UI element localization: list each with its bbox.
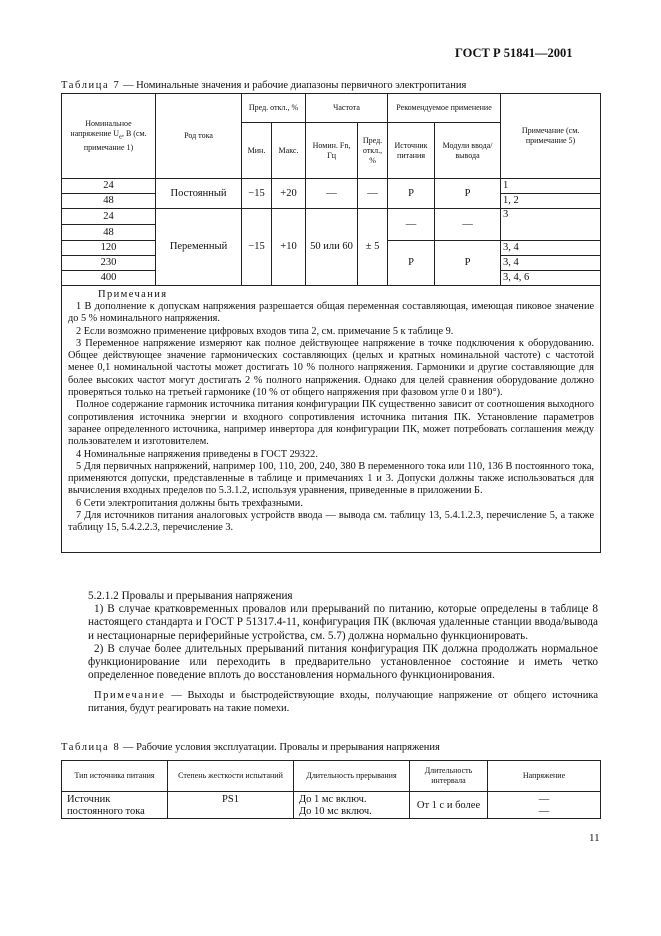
th-voltage: Напряжение: [488, 761, 601, 792]
th-current-type: Род тока: [156, 94, 242, 179]
note-1: 1 В дополнение к допускам напряжения разрешается общая переменная составляющая, имеющая пиковое значение до 5 % номинального напряжения.: [68, 301, 595, 325]
section-heading: 5.2.1.2 Провалы и прерывания напряжения: [88, 590, 293, 602]
table-cell: —: [435, 209, 501, 241]
table-cell: +10: [272, 209, 306, 286]
table-cell: 1: [501, 179, 601, 194]
table-cell: 48: [62, 194, 156, 209]
th-power-source: Источник питания: [388, 123, 435, 179]
table-cell: 48: [62, 225, 156, 241]
th-frequency: Частота: [306, 94, 388, 123]
table-cell: P: [435, 241, 501, 286]
th-nominal-voltage: Номинальное напряжение $U_e$, В (см. примечание 1): [62, 94, 156, 179]
th-note: Примечание (см. примечание 5): [501, 94, 601, 179]
table-cell: 24: [62, 209, 156, 225]
table-cell: —: [358, 179, 388, 209]
table-cell: P: [435, 179, 501, 209]
table-8: [61, 760, 601, 819]
th-freq-dev: Пред. откл., %: [358, 123, 388, 179]
th-max: Макс.: [272, 123, 306, 179]
table-cell: 3, 4, 6: [501, 271, 601, 286]
note-3-cont: Полное содержание гармоник источника питания конфигурации ПК существенно зависит от соотношения выходного сопротивления источника энергии и входного сопротивления источника питания ПК. Установление параметров заранее определенного источника, например инвертора для конфигурации ПК, может потребовать соглашения между пользователем и изготовителем.: [68, 399, 595, 448]
table-cell: Переменный: [156, 209, 242, 286]
table-cell: 3, 4: [501, 256, 601, 271]
th-min: Мин.: [242, 123, 272, 179]
th-interval: Длительность интервала: [410, 761, 488, 792]
notes-title: Примечания: [98, 289, 168, 300]
table7-caption-label: Таблица 7: [61, 80, 121, 91]
table8-caption: [61, 742, 440, 753]
section-note: Примечание — Выходы и быстродействующие входы, получающие напряжение от общего источника питания, будут реагировать на такие помехи.: [88, 690, 598, 714]
table-cell: PS1: [168, 792, 294, 819]
table-cell: Постоянный: [156, 179, 242, 209]
note-3: 3 Переменное напряжение измеряют как полное действующее напряжение в точке подключения к оборудованию. Общее действующее значение гармонических составляющих (целых и кратных номинальной частоте) с частотой менее 0,1 номинальной частоты может достигать 10 % полного напряжения. Гармоники и другие составляющие для более высоких частот могут достигать 2 % полного напряжения. Однако для целей сравнения оборудование должно проверяться только на третьей гармонике (10 % от общего напряжения при фазовом угле 0 и 180°).: [68, 337, 595, 399]
table-cell: Источник постоянного тока: [62, 792, 168, 819]
th-recommended: Рекомендуемое применение: [388, 94, 501, 123]
table7-caption: [61, 80, 466, 91]
table-cell: −15: [242, 179, 272, 209]
note-5: 5 Для первичных напряжений, например 100, 110, 200, 240, 380 В переменного тока или 110, 136 В постоянного тока, применяются допуски, представленные в таблице и примечаниях 1 и 3. Допуски должны также использоваться для вычисления входных пределов по 5.3.1.2, используя уравнения, приведенные в приложении Б.: [68, 460, 595, 497]
table-cell: 3, 4: [501, 241, 601, 256]
table-cell: 50 или 60: [306, 209, 358, 286]
paragraph-2: 2) В случае более длительных прерываний питания конфигурация ПК должна продолжать нормальное функционирование или переходить в предварительно установленное состояние и иметь четко определенное поведение вплоть до восстановления нормального функционирования.: [88, 642, 598, 682]
table-cell: 230: [62, 256, 156, 271]
th-nominal-freq: Номин. Fn, Гц: [306, 123, 358, 179]
table-cell: 400: [62, 271, 156, 286]
table7-notes: [62, 286, 601, 553]
table8-caption-label: Таблица 8: [61, 742, 121, 753]
note-2: 2 Если возможно применение цифровых входов типа 2, см. примечание 5 к таблице 9.: [76, 325, 454, 337]
document-code: ГОСТ Р 51841—2001: [455, 46, 573, 60]
table-cell: P: [388, 241, 435, 286]
th-duration: Длительность прерывания: [294, 761, 410, 792]
page-number: 11: [589, 832, 600, 844]
th-level: Степень жесткости испытаний: [168, 761, 294, 792]
table-cell: 24: [62, 179, 156, 194]
table-cell: ± 5: [358, 209, 388, 286]
note-7: 7 Для источников питания аналоговых устройств ввода — вывода см. таблицу 13, 5.4.1.2.3, перечисление 5, а также таблицу 15, 5.4.2.2.3, перечисление 3.: [68, 510, 595, 534]
note-4: 4 Номинальные напряжения приведены в ГОСТ 29322.: [76, 448, 318, 460]
table-7: [61, 93, 601, 553]
table-cell: 120: [62, 241, 156, 256]
table-cell: +20: [272, 179, 306, 209]
table7-caption-text: — Номинальные значения и рабочие диапазоны первичного электропитания: [120, 80, 467, 91]
th-io-modules: Модули ввода/вывода: [435, 123, 501, 179]
paragraph-1: 1) В случае кратковременных провалов или прерываний по питанию, которые определены в таблице 8 настоящего стандарта и ГОСТ Р 51317.4-11, конфигурация ПК (включая удаленные станции ввода/вывода и нестационарные периферийные устройства, см. 5.7) должна нормально функционировать.: [88, 603, 598, 642]
note-6: 6 Сети электропитания должны быть трехфазными.: [76, 497, 303, 509]
table8-caption-text: — Рабочие условия эксплуатации. Провалы и прерывания напряжения: [120, 742, 440, 753]
table-cell: — —: [488, 792, 601, 819]
table-cell: 1, 2: [501, 194, 601, 209]
section-5-2-1-2: [88, 590, 598, 715]
th-deviation: Пред. откл., %: [242, 94, 306, 123]
table-cell: −15: [242, 209, 272, 286]
table-cell: —: [388, 209, 435, 241]
table-cell: 3: [501, 209, 601, 241]
table-cell: От 1 с и более: [410, 792, 488, 819]
table-cell: P: [388, 179, 435, 209]
th-type: Тип источника питания: [62, 761, 168, 792]
table-cell: До 1 мс включ. До 10 мс включ.: [294, 792, 410, 819]
table-cell: —: [306, 179, 358, 209]
